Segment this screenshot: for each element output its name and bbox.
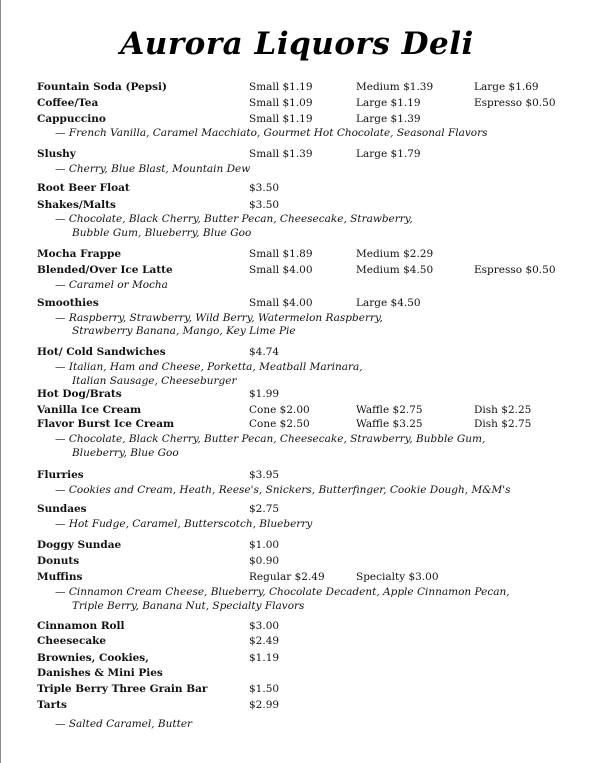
item-description: Italian Sausage, Cheeseburger [72, 375, 237, 387]
item-price-1: $2.99 [249, 699, 280, 711]
item-price-1: $2.75 [249, 503, 280, 515]
item-description: — Caramel or Mocha [55, 279, 168, 291]
item-name: Root Beer Float [37, 182, 130, 194]
item-price-1: Small $1.89 [249, 248, 313, 260]
item-price-3: Dish $2.75 [474, 418, 532, 430]
item-name: Doggy Sundae [37, 539, 122, 551]
item-name: Slushy [37, 148, 76, 160]
item-name: Sundaes [37, 503, 87, 515]
item-name: Muffins [37, 571, 83, 583]
item-price-1: Cone $2.00 [249, 404, 310, 416]
item-price-1: Small $4.00 [249, 264, 313, 276]
item-description: — Salted Caramel, Butter [55, 718, 193, 730]
item-name: Blended/Over Ice Latte [37, 264, 173, 276]
item-description: Bubble Gum, Blueberry, Blue Goo [72, 227, 252, 239]
item-description: — Chocolate, Black Cherry, Butter Pecan, Cheesecake, Strawberry, Bubble Gum, [55, 433, 486, 445]
item-name: Cheesecake [37, 635, 107, 647]
item-price-1: Cone $2.50 [249, 418, 310, 430]
item-price-1: $3.95 [249, 469, 280, 481]
item-description: — Cherry, Blue Blast, Mountain Dew [55, 163, 251, 175]
item-name: Triple Berry Three Grain Bar [37, 683, 208, 695]
item-name: Mocha Frappe [37, 248, 122, 260]
item-description: Triple Berry, Banana Nut, Specialty Flavors [72, 600, 305, 612]
item-price-2: Waffle $3.25 [356, 418, 423, 430]
item-price-1: $1.00 [249, 539, 280, 551]
item-price-1: $3.50 [249, 182, 280, 194]
item-description: — Italian, Ham and Cheese, Porketta, Meatball Marinara, [55, 361, 363, 373]
item-price-1: Small $1.19 [249, 113, 313, 125]
item-price-3: Espresso $0.50 [474, 97, 556, 109]
item-price-1: $2.49 [249, 635, 280, 647]
item-price-1: $1.50 [249, 683, 280, 695]
item-price-1: Regular $2.49 [249, 571, 325, 583]
item-name: Hot Dog/Brats [37, 388, 122, 400]
item-price-2: Specialty $3.00 [356, 571, 439, 583]
item-price-2: Large $1.19 [356, 97, 421, 109]
item-description: Strawberry Banana, Mango, Key Lime Pie [72, 325, 296, 337]
item-price-2: Large $4.50 [356, 297, 421, 309]
item-price-1: $1.19 [249, 652, 280, 664]
item-name: Brownies, Cookies, [37, 652, 149, 664]
item-description: — Cinnamon Cream Cheese, Blueberry, Chocolate Decadent, Apple Cinnamon Pecan, [55, 586, 510, 598]
item-price-2: Large $1.79 [356, 148, 421, 160]
item-description: — Raspberry, Strawberry, Wild Berry, Watermelon Raspberry, [55, 312, 383, 324]
item-name: Flavor Burst Ice Cream [37, 418, 175, 430]
item-name: Vanilla Ice Cream [37, 404, 142, 416]
item-price-1: $4.74 [249, 346, 280, 358]
item-name: Fountain Soda (Pepsi) [37, 81, 167, 93]
item-price-1: Small $4.00 [249, 297, 313, 309]
item-description: Blueberry, Blue Goo [72, 447, 179, 459]
item-name: Cappuccino [37, 113, 106, 125]
item-price-2: Waffle $2.75 [356, 404, 423, 416]
item-name: Cinnamon Roll [37, 620, 125, 632]
item-price-2: Medium $4.50 [356, 264, 434, 276]
page-border [0, 0, 1, 763]
item-price-2: Large $1.39 [356, 113, 421, 125]
item-price-1: Small $1.19 [249, 81, 313, 93]
item-name: Shakes/Malts [37, 199, 116, 211]
item-name: Flurries [37, 469, 84, 481]
menu-title: Aurora Liquors Deli [120, 26, 474, 62]
item-name: Danishes & Mini Pies [37, 667, 163, 679]
item-name: Hot/ Cold Sandwiches [37, 346, 166, 358]
item-price-3: Large $1.69 [474, 81, 539, 93]
item-price-2: Medium $2.29 [356, 248, 434, 260]
item-price-3: Espresso $0.50 [474, 264, 556, 276]
item-price-2: Medium $1.39 [356, 81, 434, 93]
item-description: — Cookies and Cream, Heath, Reese's, Snickers, Butterfinger, Cookie Dough, M&M's [55, 484, 511, 496]
item-name: Donuts [37, 555, 80, 567]
item-price-1: $0.90 [249, 555, 280, 567]
item-price-1: $3.00 [249, 620, 280, 632]
item-description: — Hot Fudge, Caramel, Butterscotch, Blueberry [55, 518, 313, 530]
item-price-1: $1.99 [249, 388, 280, 400]
item-price-1: Small $1.39 [249, 148, 313, 160]
item-price-1: Small $1.09 [249, 97, 313, 109]
item-name: Tarts [37, 699, 67, 711]
item-description: — French Vanilla, Caramel Macchiato, Gourmet Hot Chocolate, Seasonal Flavors [55, 127, 488, 139]
item-name: Smoothies [37, 297, 99, 309]
item-price-1: $3.50 [249, 199, 280, 211]
item-price-3: Dish $2.25 [474, 404, 532, 416]
item-name: Coffee/Tea [37, 97, 99, 109]
item-description: — Chocolate, Black Cherry, Butter Pecan, Cheesecake, Strawberry, [55, 213, 413, 225]
